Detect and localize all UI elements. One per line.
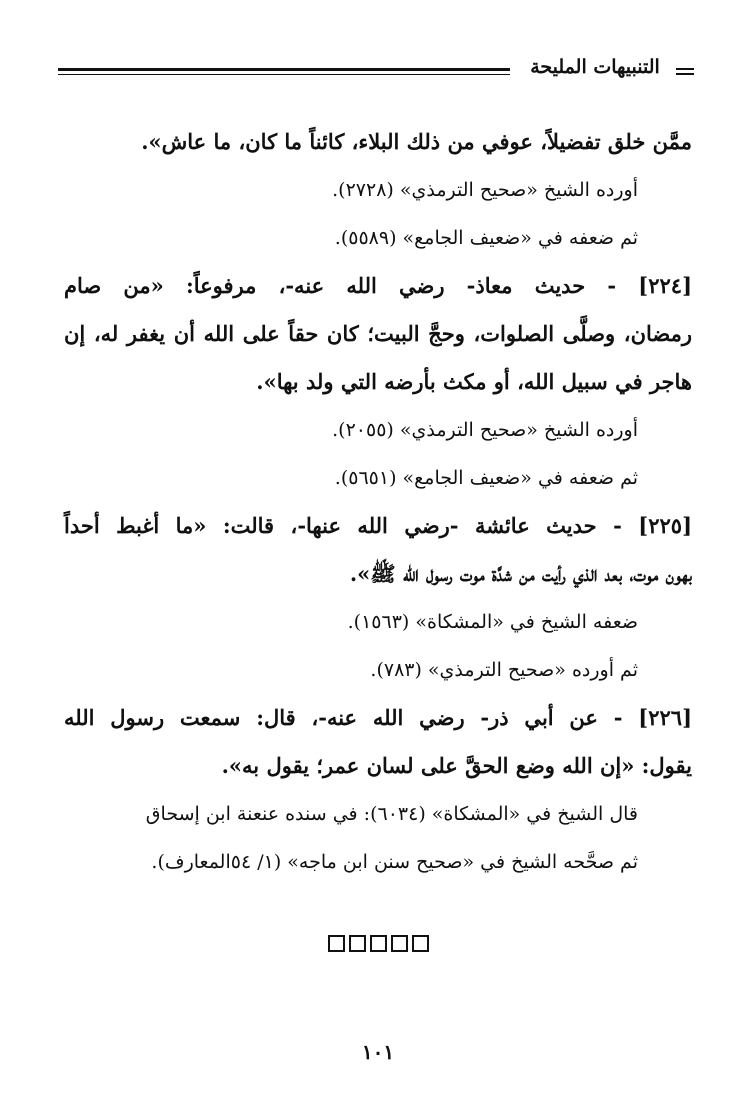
reference-line: قال الشيخ في «المشكاة» (٦٠٣٤): في سنده عنعنة ابن إسحاق — [145, 803, 638, 825]
page-number: ١٠١ — [361, 1040, 395, 1064]
reference-line: ثم ضعفه في «ضعيف الجامع» (٥٦٥١). — [334, 467, 638, 489]
hadith-225-line: [٢٢٥] - حديث عائشة -رضي الله عنها-، قالت: «ما أغبط أحداً — [64, 513, 692, 538]
ornament-square — [370, 935, 387, 952]
header-rule-short — [676, 68, 694, 70]
reference-line: أورده الشيخ «صحيح الترمذي» (٢٠٥٥). — [332, 419, 638, 441]
reference-line: ثم أورده «صحيح الترمذي» (٧٨٣). — [370, 659, 638, 681]
ornament-square — [412, 935, 429, 952]
text-line: رمضان، وصلَّى الصلوات، وحجَّ البيت؛ كان حقاً على الله أن يغفر له، إن — [64, 321, 692, 346]
header-title: التنبيهات المليحة — [530, 56, 660, 78]
header-rule-thin — [58, 74, 510, 75]
section-ornament — [0, 935, 756, 956]
ornament-square — [328, 935, 345, 952]
reference-line: ثم ضعفه في «ضعيف الجامع» (٥٥٨٩). — [334, 227, 638, 249]
header-rule — [58, 68, 510, 71]
text-line: يقول: «إن الله وضع الحقَّ على لسان عمر؛ يقول به». — [221, 753, 692, 778]
reference-line: ضعفه الشيخ في «المشكاة» (١٥٦٣). — [347, 611, 638, 633]
page-body — [64, 118, 692, 886]
running-header — [58, 56, 694, 86]
text-line: بهون موت، بعد الذي رأيت من شدَّة موت رسول الله ﷺ». — [349, 561, 692, 586]
ornament-square — [391, 935, 408, 952]
text-line: ممَّن خلق تفضيلاً، عوفي من ذلك البلاء، كائناً ما كان، ما عاش». — [141, 129, 692, 154]
text-line: هاجر في سبيل الله، أو مكث بأرضه التي ولد بها». — [256, 369, 692, 394]
hadith-224-line: [٢٢٤] - حديث معاذ- رضي الله عنه-، مرفوعاً: «من صام — [64, 273, 692, 298]
header-rule-short-lower — [676, 73, 694, 75]
hadith-226-line: [٢٢٦] - عن أبي ذر- رضي الله عنه-، قال: سمعت رسول الله — [64, 705, 692, 730]
ornament-square — [349, 935, 366, 952]
reference-line: ثم صحَّحه الشيخ في «صحيح سنن ابن ماجه» (١/ ٥٤المعارف). — [151, 851, 638, 873]
reference-line: أورده الشيخ «صحيح الترمذي» (٢٧٢٨). — [332, 179, 638, 201]
